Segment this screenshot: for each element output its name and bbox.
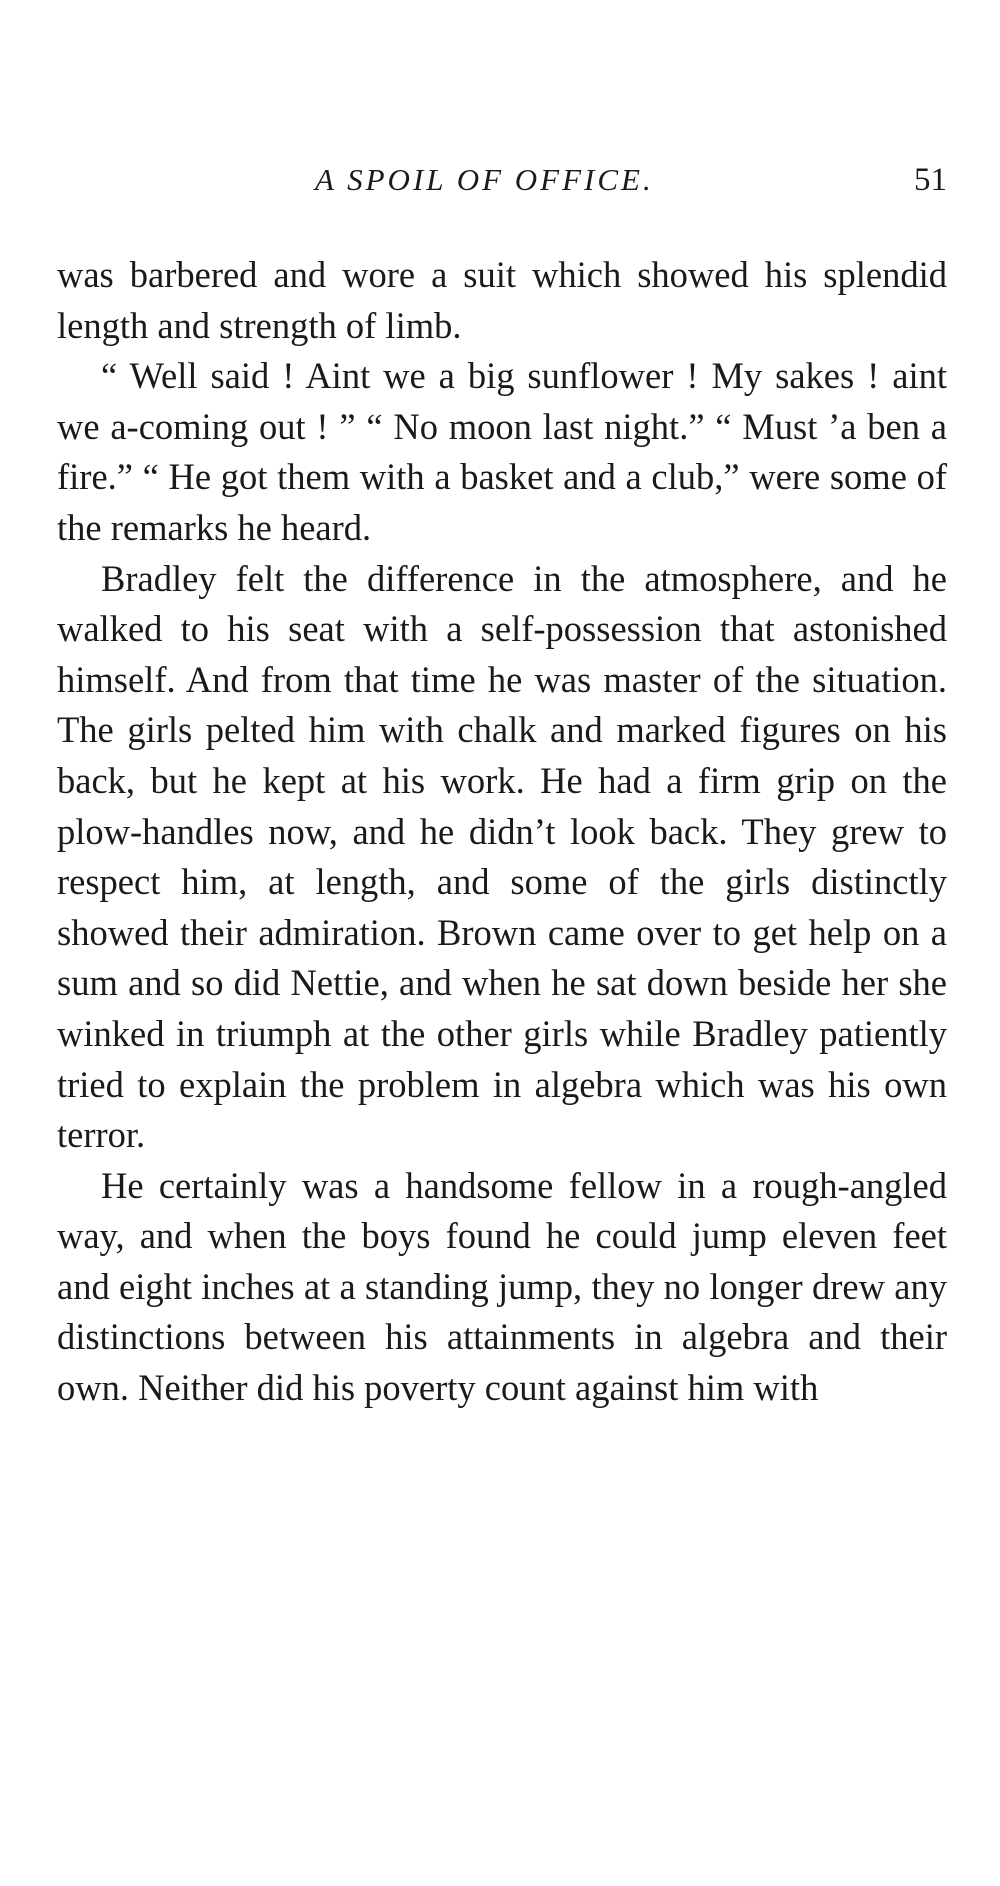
running-title: A SPOIL OF OFFICE. <box>315 162 654 197</box>
paragraph-continued: was barbered and wore a suit which showed his splendid length and strength of limb. <box>57 254 947 346</box>
page-number: 51 <box>914 162 947 198</box>
running-head <box>57 158 947 202</box>
paragraph-handsome-fellow: He certainly was a handsome fellow in a rough-angled way, and when the boys found he could jump eleven feet and eight inches at a standing jump, they no longer drew any distinctions between his attainments in algebra and their own. Neither did his poverty count against him with <box>57 1164 947 1409</box>
paragraph-dialogue: “ Well said ! Aint we a big sunflower ! My sakes ! aint we a-coming out ! ” “ No moon last night.” “ Must ’a ben a fire.” “ He got them with a basket and a club,” were some of the remarks he heard. <box>57 355 947 548</box>
body-text <box>57 250 947 1414</box>
paragraph-bradley-atmosphere: Bradley felt the difference in the atmosphere, and he walked to his seat with a self-possession that astonished himself. And from that time he was master of the situation. The girls pelted him with chalk and marked figures on his back, but he kept at his work. He had a firm grip on the plow-handles now, and he didn’t look back. They grew to respect him, at length, and some of the girls distinctly showed their admiration. Brown came over to get help on a sum and so did Nettie, and when he sat down beside her she winked in triumph at the other girls while Bradley patiently tried to explain the problem in algebra which was his own terror. <box>57 557 947 1156</box>
